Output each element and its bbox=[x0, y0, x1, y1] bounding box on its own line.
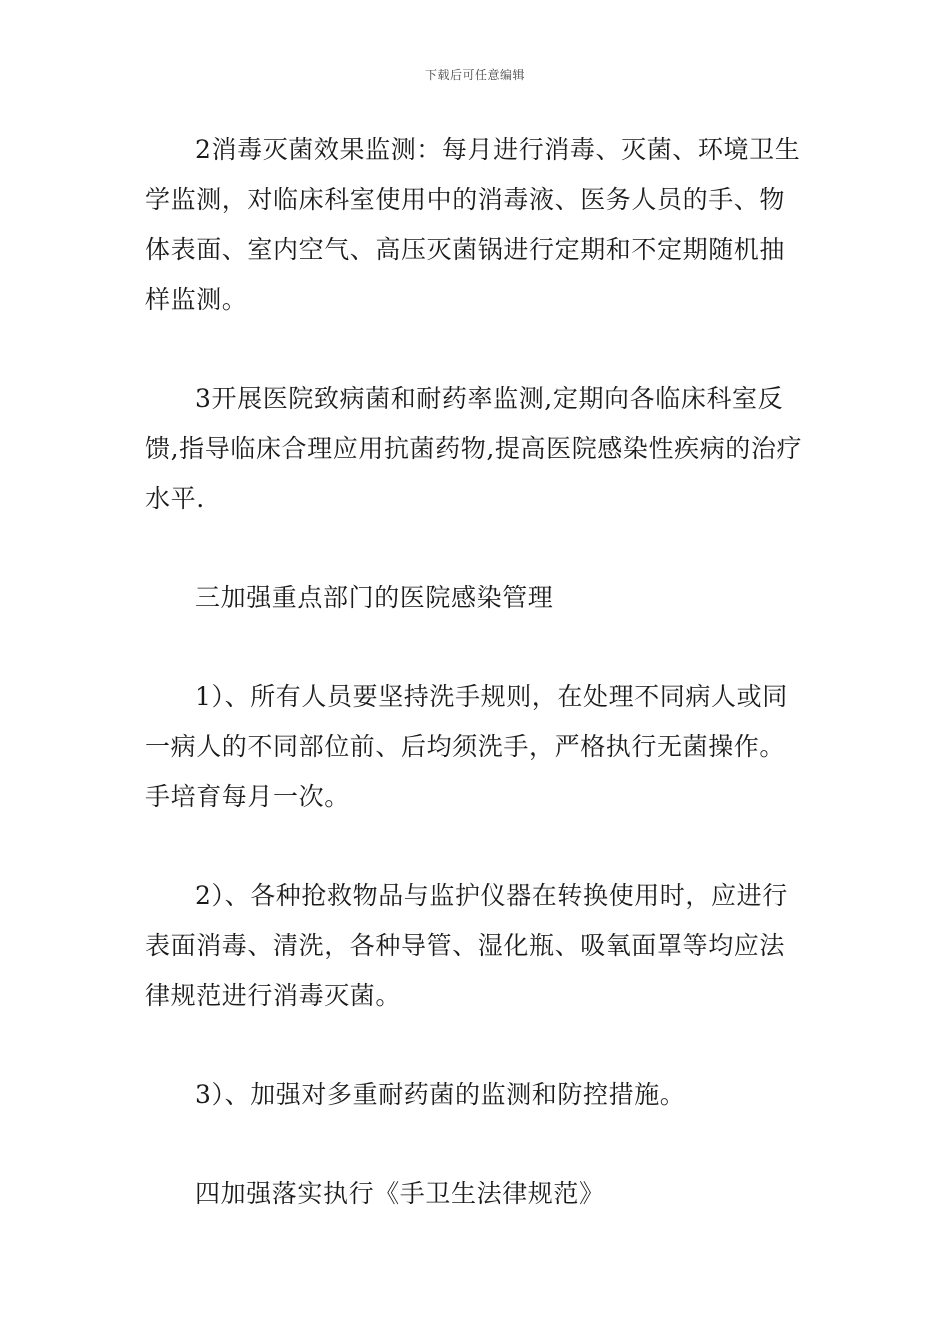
page-header-note: 下载后可任意编辑 bbox=[424, 68, 525, 82]
section-heading-key-departments: 三加强重点部门的医院感染管理 bbox=[195, 583, 554, 612]
paragraph-mdro-monitoring: 3）、加强对多重耐药菌的监测和防控措施。 bbox=[195, 1080, 686, 1109]
paragraph-disinfection-monitoring: 2消毒灭菌效果监测：每月进行消毒、灭菌、环境卫生学监测，对临床科室使用中的消毒液、医务人员的手、物体表面、室内空气、高压灭菌锅进行定期和不定期随机抽样监测。 bbox=[145, 135, 801, 314]
paragraph-hand-washing: 1）、所有人员要坚持洗手规则，在处理不同病人或同一病人的不同部位前、后均须洗手，严格执行无菌操作。手培育每月一次。 bbox=[145, 682, 788, 811]
paragraph-equipment-disinfection: 2）、各种抢救物品与监护仪器在转换使用时，应进行表面消毒、清洗，各种导管、湿化瓶、吸氧面罩等均应法律规范进行消毒灭菌。 bbox=[145, 881, 788, 1010]
paragraph-pathogen-monitoring: 3开展医院致病菌和耐药率监测,定期向各临床科室反馈,指导临床合理应用抗菌药物,提高医院感染性疾病的治疗水平. bbox=[145, 384, 803, 513]
section-heading-hand-hygiene: 四加强落实执行《手卫生法律规范》 bbox=[195, 1179, 605, 1208]
